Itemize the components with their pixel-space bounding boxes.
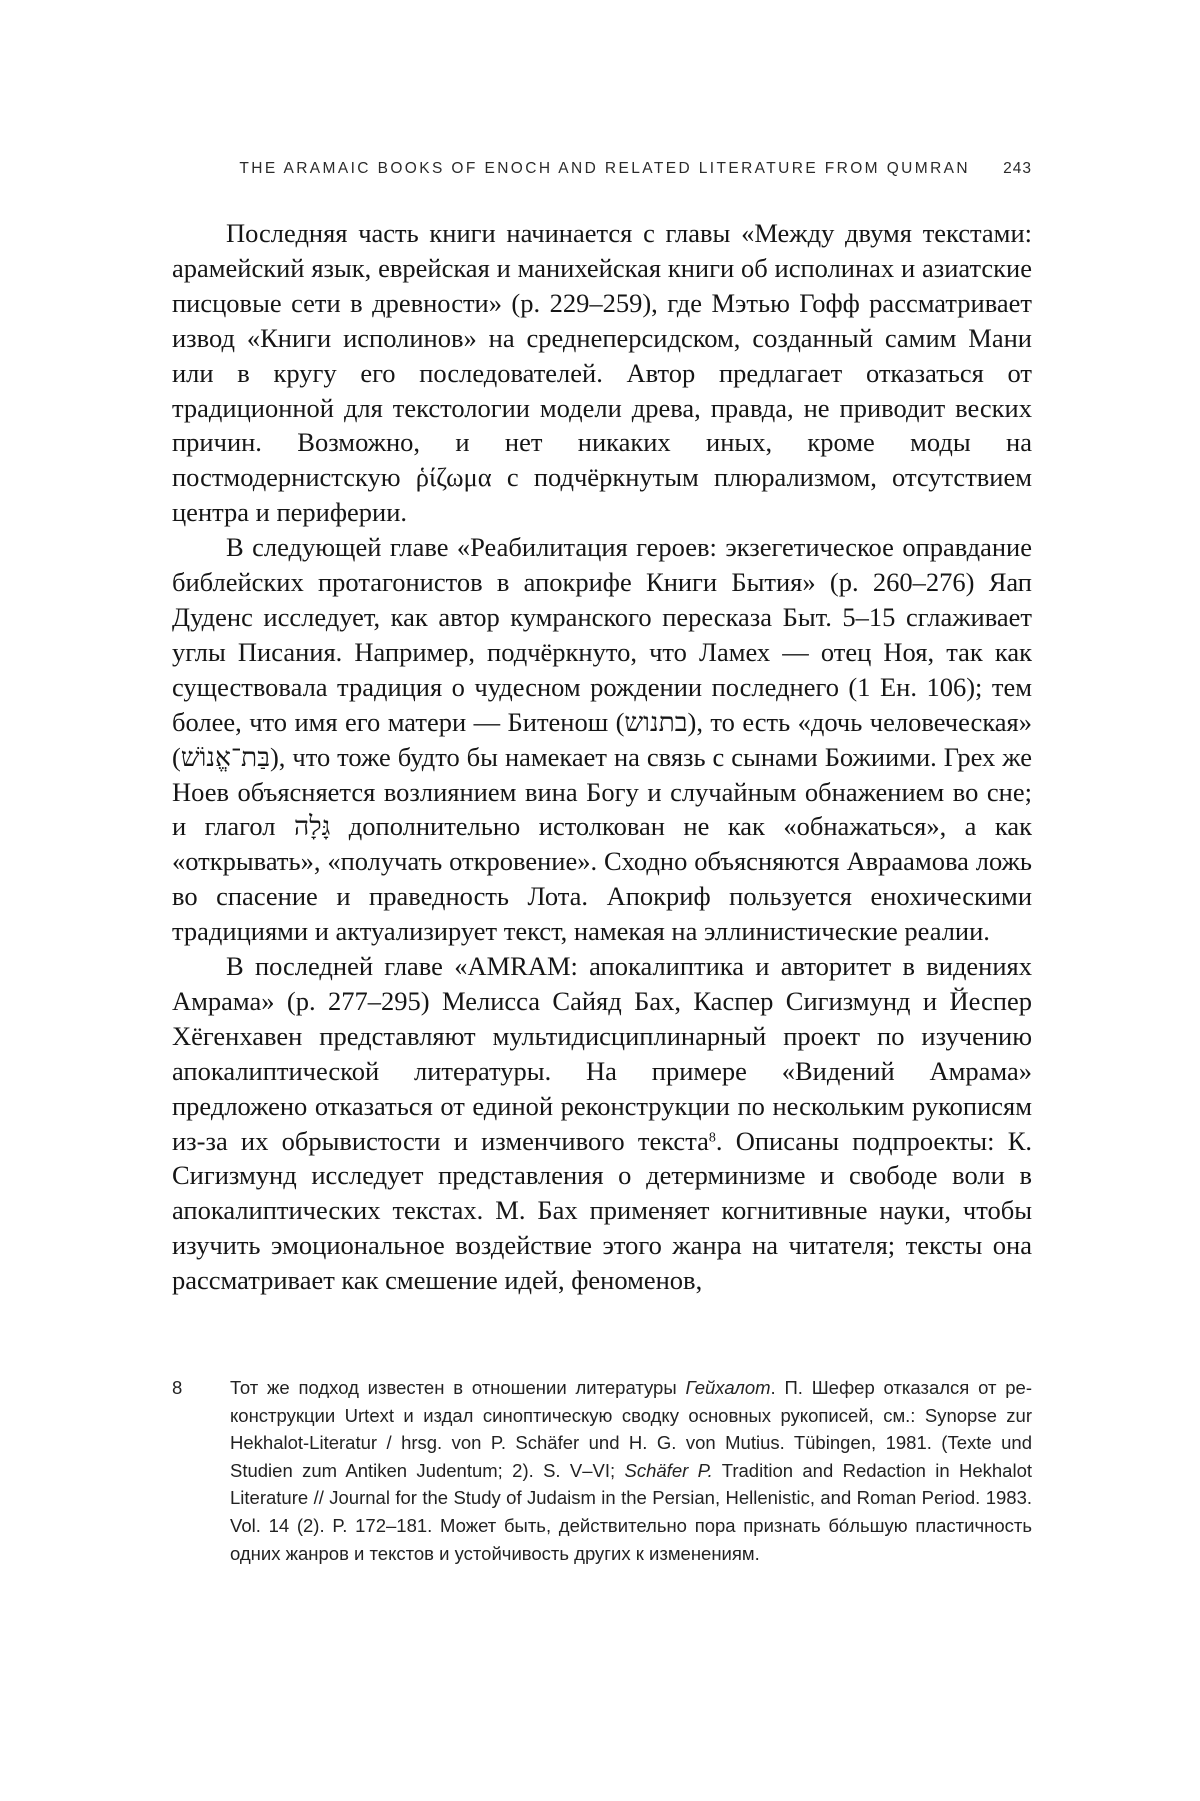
running-head-title: THE ARAMAIC BOOKS OF ENOCH AND RELATED LITERATURE FROM QUMRAN <box>239 160 970 177</box>
footnote-segment: Тот же подход известен в отношении литературы <box>230 1377 686 1398</box>
paragraph <box>172 949 1032 1298</box>
paragraph: В следующей главе «Реабилитация героев: экзегетическое оправдание библейских протагонистов в апокрифе Книги Бытия» (p. 260–276) Яап Дуденс исследует, как автор кумранского пересказа Быт. 5–15 сглаживает углы Писания. Например, подчёркнуто, что Ламех — отец Ноя, так как существовала традиция о чудесном рождении последнего (1 Ен. 106); тем более, что имя его матери — Битенош (בתנוש), то есть «дочь человеческая» (בַּת־אֱנוֹשׁ), что тоже будто бы намекает на связь с сынами Божиими. Грех же Ноев объясняется возлиянием вина Богу и случайным обнажением во сне; и глагол גָּלָה дополнительно истолкован не как «обнажаться», а как «открывать», «получать откровение». Сходно объясняются Авраамова ложь во спасение и праведность Лота. Апокриф пользуется енохическими традициями и актуализирует текст, намекая на эллинистические реалии. <box>172 532 1032 947</box>
main-text <box>172 216 1032 1298</box>
footnote-reference: 8 <box>708 1130 716 1146</box>
footnote-text <box>230 1374 1032 1567</box>
footnote <box>172 1374 1032 1567</box>
paragraph-text: . Описаны подпроекты: К. Сигизмунд исследует представления о детерминизме и свободе воли в апокалиптических текстах. М. Бах применяет когнитивные науки, чтобы изучить эмоциональное воздействие этого жанра на читателя; тексты она рассматривает как смешение идей, феноменов, <box>172 1125 1032 1296</box>
footnote-segment: Tradition and Redaction in Hekhalot Literature // Journal for the Study of Judaism in the Persian, Hellenistic, and Roman Period. 1983. Vol. 14 (2). P. 172–181. Может быть, действительно пора признать бóльшую пластичность одних жанров и текстов и устойчивость других к изменениям. <box>230 1459 1032 1564</box>
footnote-number: 8 <box>172 1377 183 1398</box>
paragraph-text: В последней главе «AMRAM: апокалиптика и авторитет в видениях Амрама» (p. 277–295) Мелисса Сайяд Бах, Каспер Сигизмунд и Йеспер Хёгенхавен представляют мультидисциплинарный проект по изучению апокалиптической литературы. На примере «Видений Амрама» предложено отказаться от единой реконструкции по нескольким рукописям из-за их обрывистости и изменчивого текста <box>172 951 1032 1156</box>
running-head <box>172 160 1032 190</box>
page-number: 243 <box>1003 160 1032 177</box>
paragraph: Последняя часть книги начинается с главы «Между двумя текстами: арамейский язык, еврейская и манихейская книги об исполинах и азиатские писцовые сети в древности» (p. 229–259), где Мэтью Гофф рассматривает извод «Книги исполинов» на среднеперсидском, созданный самим Мани или в кругу его последователей. Автор предлагает отказаться от традиционной для текстологии модели древа, правда, не приводит веских причин. Возможно, и нет никаких иных, кроме моды на постмодернистскую ῥίζωμα с подчёркнутым плюрализмом, отсутствием центра и периферии. <box>172 218 1032 528</box>
footnote-italic: Schäfer P. <box>624 1459 713 1481</box>
footnote-segment: . П. Шефер отказался от реконструкции Urtext и издал синоптическую сводку основных рукописей, см.: Synopse zur Hekhalot-Literatur / hrsg. von P. Schäfer und H. G. von Mutius. Tübingen, 1981. (Texte und Studien zum Antiken Judentum; 2). S. V–VI; <box>230 1377 1032 1481</box>
footnote-italic: Гейхалот <box>685 1377 771 1398</box>
